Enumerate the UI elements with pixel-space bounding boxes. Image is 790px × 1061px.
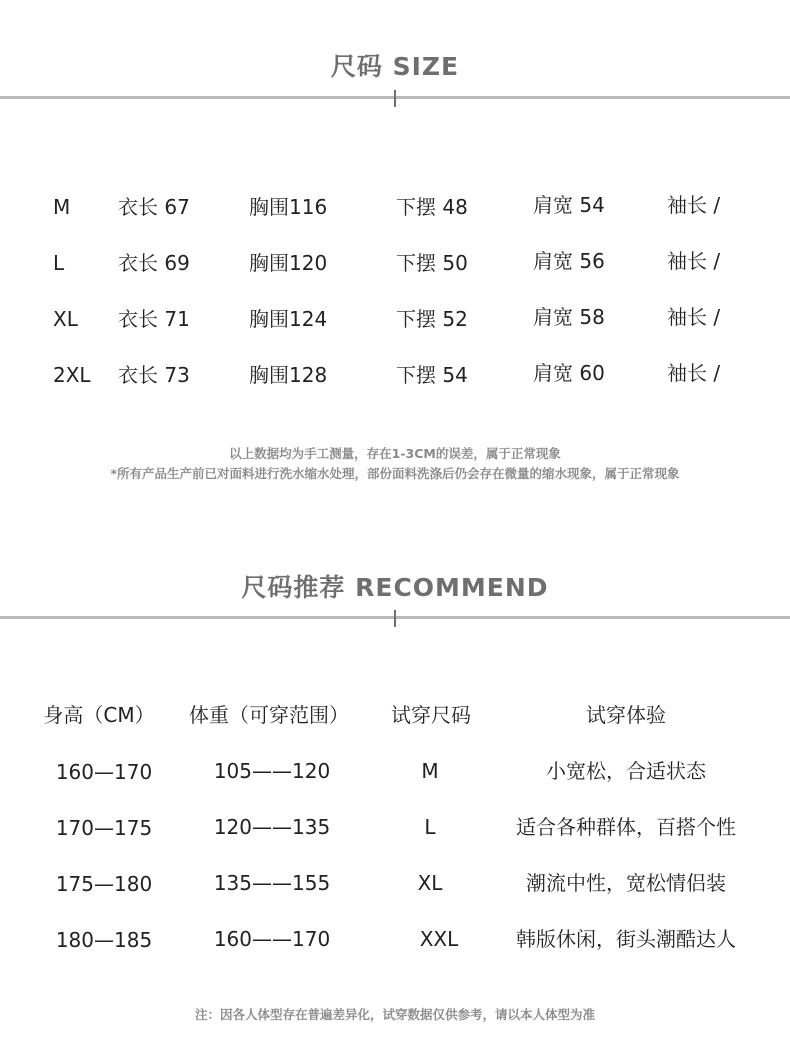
height-range: 175—180: [55, 872, 153, 896]
weight-range: 105——120: [213, 759, 331, 783]
length-value: 衣长 69: [118, 251, 190, 275]
measurement-note: 以上数据均为手工测量，存在1-3CM的误差，属于正常现象: [229, 446, 561, 461]
hem-value: 下摆 52: [396, 307, 468, 331]
length-value: 衣长 73: [118, 363, 190, 387]
size-value: M: [421, 759, 439, 783]
length-value: 衣长 67: [118, 195, 190, 219]
experience-value: 小宽松，合适状态: [546, 759, 706, 783]
chest-value: 胸围128: [249, 363, 328, 387]
hem-value: 下摆 54: [396, 363, 468, 387]
experience-value: 韩版休闲，街头潮酷达人: [516, 927, 736, 951]
sleeve-value: 袖长 /: [667, 361, 721, 385]
weight-header: 体重（可穿范围）: [189, 703, 349, 727]
hem-value: 下摆 50: [396, 251, 468, 275]
size-label: L: [53, 251, 65, 275]
chest-value: 胸围120: [249, 251, 328, 275]
experience-value: 适合各种群体，百搭个性: [516, 815, 736, 839]
height-range: 180—185: [55, 928, 153, 952]
experience-header: 试穿体验: [586, 703, 666, 727]
recommend-divider-tick: [394, 610, 396, 627]
weight-range: 160——170: [213, 927, 331, 951]
length-value: 衣长 71: [118, 307, 190, 331]
sleeve-value: 袖长 /: [667, 193, 721, 217]
recommend-section-title: 尺码推荐 RECOMMEND: [241, 573, 549, 602]
experience-value: 潮流中性，宽松情侣装: [526, 871, 726, 895]
size-value: XL: [417, 871, 443, 895]
size-label: 2XL: [53, 363, 91, 387]
size-header: 试穿尺码: [391, 703, 471, 727]
size-value: L: [424, 815, 436, 839]
shoulder-value: 肩宽 60: [533, 361, 605, 385]
shoulder-value: 肩宽 56: [533, 249, 605, 273]
sleeve-value: 袖长 /: [667, 249, 721, 273]
shoulder-value: 肩宽 54: [533, 193, 605, 217]
size-section-title: 尺码 SIZE: [330, 52, 460, 81]
sleeve-value: 袖长 /: [667, 305, 721, 329]
size-label: M: [53, 195, 71, 219]
hem-value: 下摆 48: [396, 195, 468, 219]
height-range: 170—175: [55, 816, 153, 840]
chest-value: 胸围116: [249, 195, 328, 219]
size-label: XL: [53, 307, 78, 331]
shoulder-value: 肩宽 58: [533, 305, 605, 329]
recommend-footnote: 注：因各人体型存在普遍差异化，试穿数据仅供参考，请以本人体型为准: [194, 1007, 595, 1022]
weight-range: 135——155: [213, 871, 331, 895]
weight-range: 120——135: [213, 815, 331, 839]
height-header: 身高（CM）: [43, 703, 155, 727]
chest-value: 胸围124: [249, 307, 328, 331]
height-range: 160—170: [55, 760, 153, 784]
size-value: XXL: [419, 927, 459, 951]
shrinkage-note: *所有产品生产前已对面料进行洗水缩水处理，部份面料洗涤后仍会存在微量的缩水现象，属于正常现象: [110, 466, 680, 481]
size-divider-tick: [394, 90, 396, 107]
